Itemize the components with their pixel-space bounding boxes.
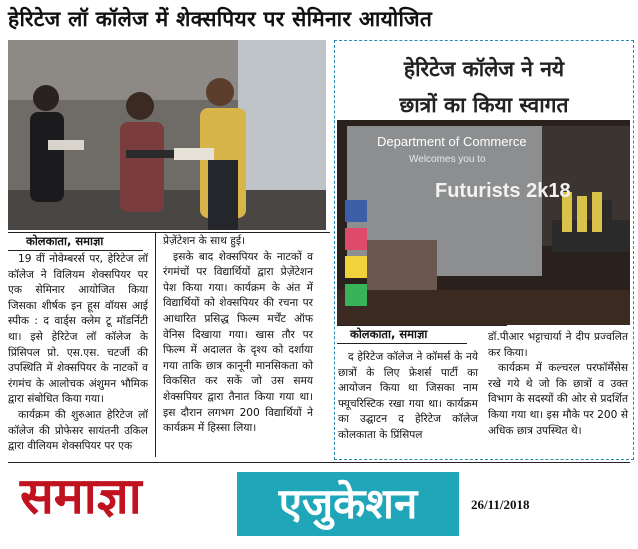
article1-column-divider bbox=[155, 232, 156, 457]
article2-column-2 bbox=[488, 330, 628, 439]
article1-dateline: कोलकाता, समाज्ञा bbox=[26, 234, 104, 248]
article1-rule-under-dateline bbox=[8, 250, 143, 251]
footer-rule bbox=[8, 462, 630, 463]
screen-logo: Futurists 2k18 bbox=[435, 180, 571, 202]
article2-rule-top bbox=[337, 325, 507, 326]
article2-dateline: कोलकाता, समाज्ञा bbox=[350, 327, 428, 341]
article2-headline-line1: हेरिटेज कॉलेज ने नये bbox=[403, 57, 565, 81]
article2-photo bbox=[337, 120, 630, 325]
article2-rule-under-dateline bbox=[337, 343, 467, 344]
article2-col2-para: डॉ.पीआर भट्टाचार्या ने दीप प्रज्वलित कर किया। bbox=[488, 331, 628, 359]
article1-column-1 bbox=[8, 252, 148, 455]
article2-headline-line2: छात्रों का किया स्वागत bbox=[399, 93, 569, 117]
footer-brand-logo: समाज्ञा bbox=[20, 466, 142, 525]
article2-column-1 bbox=[338, 350, 478, 444]
screen-title: Department of Commerce bbox=[377, 134, 527, 149]
article1-col2-para: प्रेज़ेंटेशन के साथ हुई। bbox=[163, 235, 246, 247]
article1-column-2 bbox=[163, 234, 313, 437]
article1-photo-art bbox=[8, 40, 326, 230]
article1-col1-para: 19 वीं नोवेम्बरर्स पर, हेरिटेज लॉ कॉलेज ने विलियम शेक्सपियर पर एक सेमिनार आयोजित किया जिसका शीर्षक इन हूस वॉयस आई स्पीक : द वार्ड्स क्लेम टू मॉडर्निटी था। इसे हेरिटेज लॉ कॉलेज के प्रिंसिपल प्रो. एस.एस. चटर्जी की उपस्थिति में शेक्सपियर के नाटकों व रंगमंच के आलोचक अंशुमन भौमिक द्वारा संबोधित किया गया। bbox=[8, 253, 148, 406]
article1-headline: हेरिटेज लॉ कॉलेज में शेक्सपियर पर सेमिनार आयोजित bbox=[8, 7, 433, 31]
article1-col2-para: इसके बाद शेक्सपियर के नाटकों व रंगमंचों पर विद्यार्थियों द्वारा प्रेज़ेंटेशन पेश किया गया। कार्यक्रम के अंत में विद्यार्थियों को शेक्सपियर की रचना पर आधारित प्रसिद्ध फिल्म मर्चेंट ऑफ वेनिस दिखाया गया। खास तौर पर फिल्म में अदालत के दृश्य को दर्शाया गया ताकि छात्र कानूनी मानसिकता को विकसित कर सकें जो उस समय शेक्सपियर द्वारा तैनात किया गया था। इस दौरान लगभग 200 विद्यार्थियों ने कार्यक्रम में हिस्सा लिया। bbox=[163, 250, 313, 435]
article1-rule-top bbox=[8, 232, 330, 233]
article2-col1-para: द हेरिटेज कॉलेज ने कॉमर्स के नये छात्रों के लिए फ्रेशर्स पार्टी का आयोजन किया था जिसका नाम फ्यूचरिस्टिक रखा गया था। कार्यक्रम का उद्घाटन द हेरिटेज कॉलेज कोलकाता के प्रिंसिपल bbox=[338, 351, 478, 441]
footer-section-banner: एजुकेशन bbox=[237, 472, 459, 536]
article1-col1-para: कार्यक्रम की शुरुआत हेरिटेज लॉ कॉलेज की प्रोफेसर सायंतनी उकिल द्वारा वीलियम शेक्सपियर पर एक bbox=[8, 408, 148, 453]
footer-date: 26/11/2018 bbox=[471, 497, 530, 512]
article1-photo bbox=[8, 40, 326, 230]
screen-subtitle: Welcomes you to bbox=[409, 154, 486, 165]
article2-col2-para: कार्यक्रम में कल्चरल परफॉर्मेंसेस रखे गये थे जो कि छात्रों व उक्त विभाग के सदस्यों की ओर से प्रदर्शित किया गया था। इस मौके पर 200 से अधिक छात्र उपस्थित थे। bbox=[488, 362, 628, 437]
article2-photo-art bbox=[337, 120, 630, 325]
